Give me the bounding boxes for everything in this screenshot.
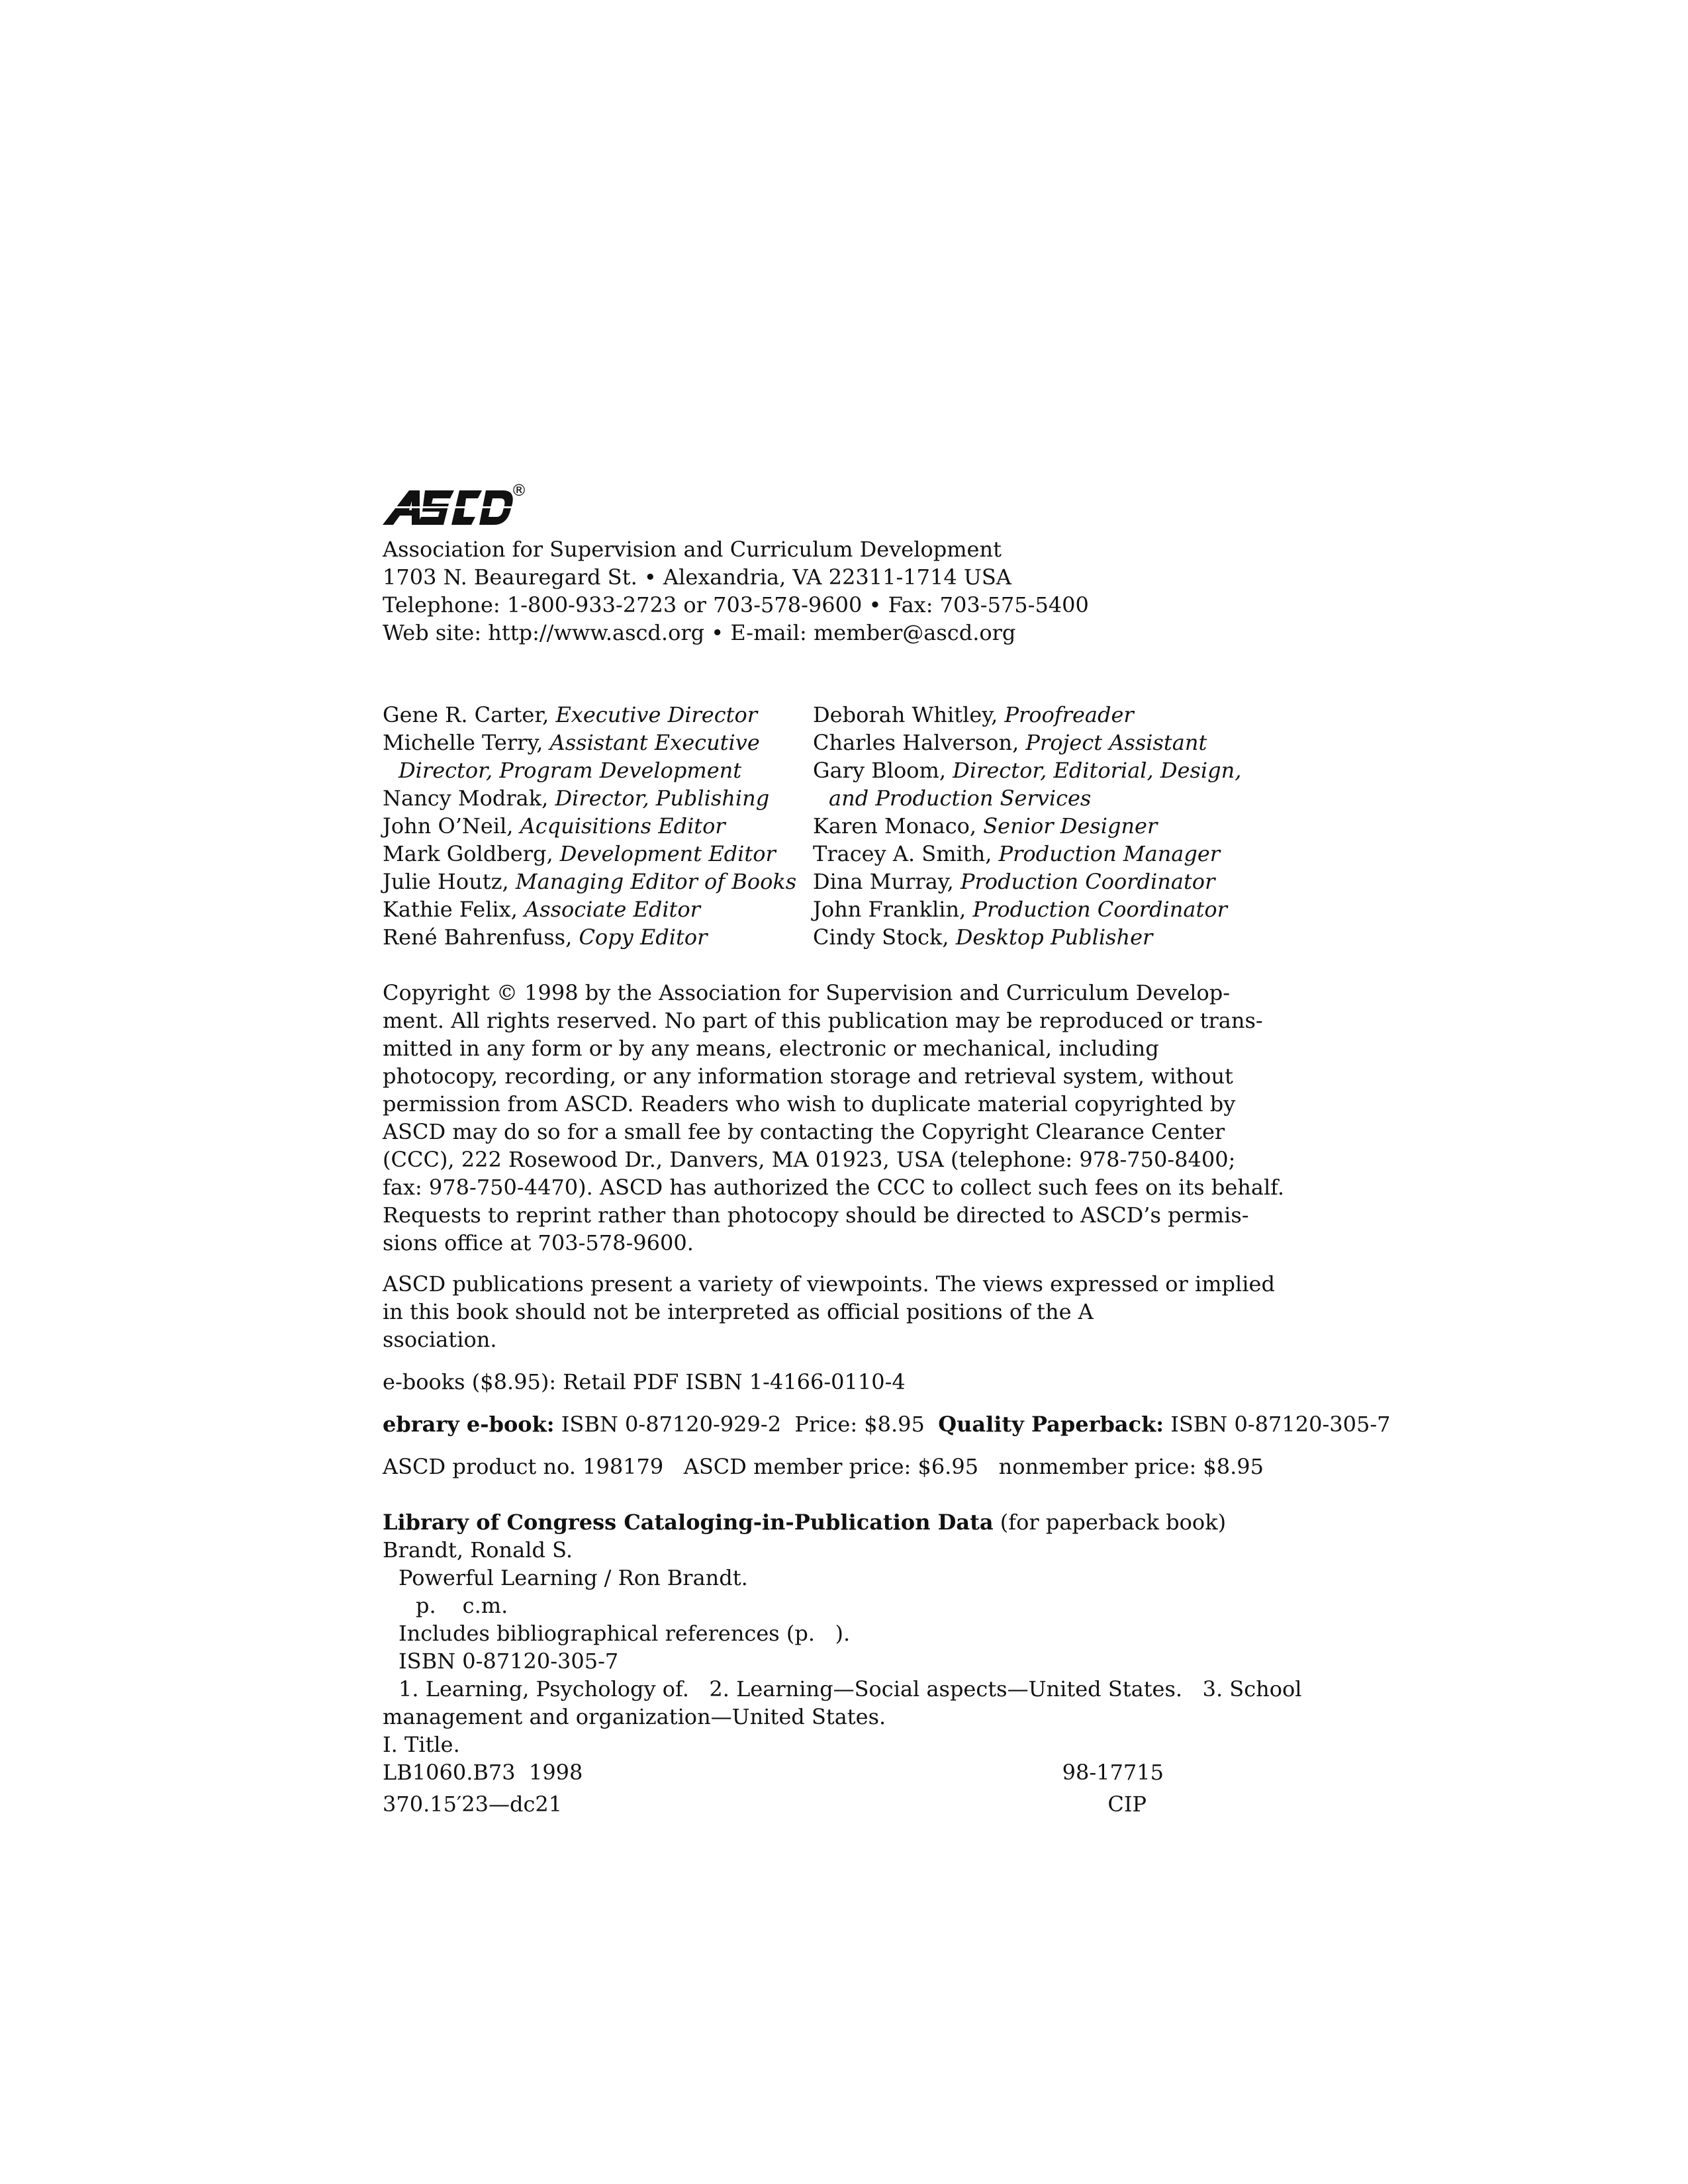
cip-title: Powerful Learning / Ron Brandt. [399,1565,748,1590]
staff-entry [813,868,1276,895]
cip-lc-row [383,1758,1164,1790]
staff-name: Tracey A. Smith, [813,841,999,866]
staff-entry [813,729,1276,756]
staff-role: Director, Publishing [555,786,770,811]
staff-column-left [383,701,813,951]
cip-dewey-row [383,1790,1165,1822]
staff-name: Gene R. Carter, [383,702,556,727]
ebrary-label: ebrary e-book: [383,1412,555,1437]
staff-role: Project Assistant [1025,730,1207,755]
ascd-logo-icon [383,486,515,526]
staff-role: Desktop Publisher [955,925,1153,950]
staff-role: Proofreader [1004,702,1134,727]
page-content [383,481,1391,1822]
product-line: ASCD product no. 198179 ASCD member price: $6.95 nonmember price: $8.95 [383,1454,1264,1479]
web-line: Web site: http://www.ascd.org • E-mail: member@ascd.org [383,620,1016,645]
cip-pagination [383,1592,1309,1619]
cip-heading: Library of Congress Cataloging-in-Publication Data [383,1510,994,1535]
text-line: ASCD publications present a variety of viewpoints. The views expressed or implied [383,1271,1275,1297]
staff-role: Director, Program Development [399,758,742,783]
staff-entry [383,868,813,895]
text-line: ment. All rights reserved. No part of this publication may be reproduced or trans- [383,1008,1263,1033]
staff-list [383,701,1309,951]
staff-name: Cindy Stock, [813,925,956,950]
staff-entry [383,784,813,812]
text-line: mitted in any form or by any means, electronic or mechanical, including [383,1036,1159,1061]
cip-subjects-cont: management and organization—United States. [383,1704,886,1729]
cip-cm: c.m. [462,1593,508,1618]
staff-entry [813,895,1276,923]
staff-name: Mark Goldberg, [383,841,560,866]
cip-title-entry: I. Title. [383,1732,460,1757]
copyright-notice [383,979,1285,1257]
ebrary-line [383,1410,1391,1438]
ebooks-line: e-books ($8.95): Retail PDF ISBN 1-4166-0110-4 [383,1369,906,1394]
staff-role: Development Editor [559,841,776,866]
text-line: fax: 978-750-4470). ASCD has authorized the CCC to collect such fees on its behalf. [383,1175,1285,1200]
street-address: 1703 N. Beauregard St. • Alexandria, VA 22311-1714 USA [383,565,1011,590]
staff-role: Assistant Executive [549,730,760,755]
staff-entry [383,701,813,729]
text-line: Copyright © 1998 by the Association for Supervision and Curriculum Develop- [383,980,1231,1005]
text-line: permission from ASCD. Readers who wish to duplicate material copyrighted by [383,1091,1236,1116]
cip-isbn: ISBN 0-87120-305-7 [399,1649,619,1674]
staff-entry [813,840,1276,868]
staff-role: Executive Director [555,702,758,727]
staff-name: Kathie Felix, [383,897,525,922]
staff-entry [383,729,813,756]
staff-entry [383,812,813,840]
staff-entry [813,756,1276,784]
cip-block [383,1508,1309,1822]
staff-entry [813,923,1276,951]
staff-name: Julie Houtz, [383,869,516,894]
staff-entry [813,701,1276,729]
cip-subjects: 1. Learning, Psychology of. 2. Learning—Social aspects—United States. 3. School [399,1676,1302,1702]
text-line: photocopy, recording, or any information storage and retrieval system, without [383,1064,1233,1089]
cip-p: p. [416,1593,436,1618]
staff-entry [383,840,813,868]
ebrary-info: ISBN 0-87120-929-2 Price: $8.95 [554,1412,939,1437]
staff-entry [813,784,1276,812]
cip-biblio: Includes bibliographical references (p. ). [399,1621,851,1646]
text-line: ASCD may do so for a small fee by contacting the Copyright Clearance Center [383,1119,1225,1144]
viewpoints-notice [383,1270,1275,1353]
address-block [383,535,1309,647]
staff-name: Charles Halverson, [813,730,1026,755]
staff-name: Karen Monaco, [813,813,984,839]
staff-name: Dina Murray, [813,869,961,894]
staff-role: Production Coordinator [960,869,1215,894]
cip-heading-line [383,1508,1309,1536]
paperback-info: ISBN 0-87120-305-7 [1164,1412,1391,1437]
cip-lc-number: 98-17715 [1062,1760,1164,1785]
org-name: Association for Supervision and Curriculum Development [383,537,1002,562]
staff-entry [813,812,1276,840]
staff-column-right [813,701,1276,951]
cip-lc-class: LB1060.B73 1998 [383,1760,583,1785]
staff-name: René Bahrenfuss, [383,925,579,950]
cip-dewey: 370.15′23—dc21 [383,1792,563,1817]
staff-role: Acquisitions Editor [520,813,726,839]
staff-entry [383,895,813,923]
staff-name: John O’Neil, [383,813,520,839]
staff-role: Production Manager [998,841,1221,866]
text-line: (CCC), 222 Rosewood Dr., Danvers, MA 01923, USA (telephone: 978-750-8400; [383,1147,1236,1172]
phone-line: Telephone: 1-800-933-2723 or 703-578-9600 • Fax: 703-575-5400 [383,592,1089,617]
staff-name: John Franklin, [813,897,973,922]
staff-role: and Production Services [829,786,1092,811]
ascd-logo [383,481,535,531]
staff-role: Copy Editor [579,925,708,950]
staff-name: Deborah Whitley, [813,702,1005,727]
staff-name: Gary Bloom, [813,758,953,783]
text-line: sions office at 703-578-9600. [383,1230,694,1255]
staff-role: Senior Designer [983,813,1158,839]
cip-heading-note: (for paperback book) [993,1510,1227,1535]
text-line: ssociation. [383,1327,497,1352]
staff-role: Director, Editorial, Design, [953,758,1242,783]
cip-label: CIP [1107,1792,1147,1817]
text-line: in this book should not be interpreted as official positions of the A [383,1299,1094,1324]
staff-entry [383,923,813,951]
staff-role: Associate Editor [524,897,700,922]
staff-role: Production Coordinator [972,897,1227,922]
staff-name: Michelle Terry, [383,730,550,755]
staff-name: Nancy Modrak, [383,786,555,811]
staff-entry [383,756,813,784]
cip-author: Brandt, Ronald S. [383,1537,573,1563]
paperback-label: Quality Paperback: [938,1412,1164,1437]
registered-mark: ® [511,481,527,500]
text-line: Requests to reprint rather than photocopy should be directed to ASCD’s permis- [383,1203,1249,1228]
staff-role: Managing Editor of Books [515,869,797,894]
